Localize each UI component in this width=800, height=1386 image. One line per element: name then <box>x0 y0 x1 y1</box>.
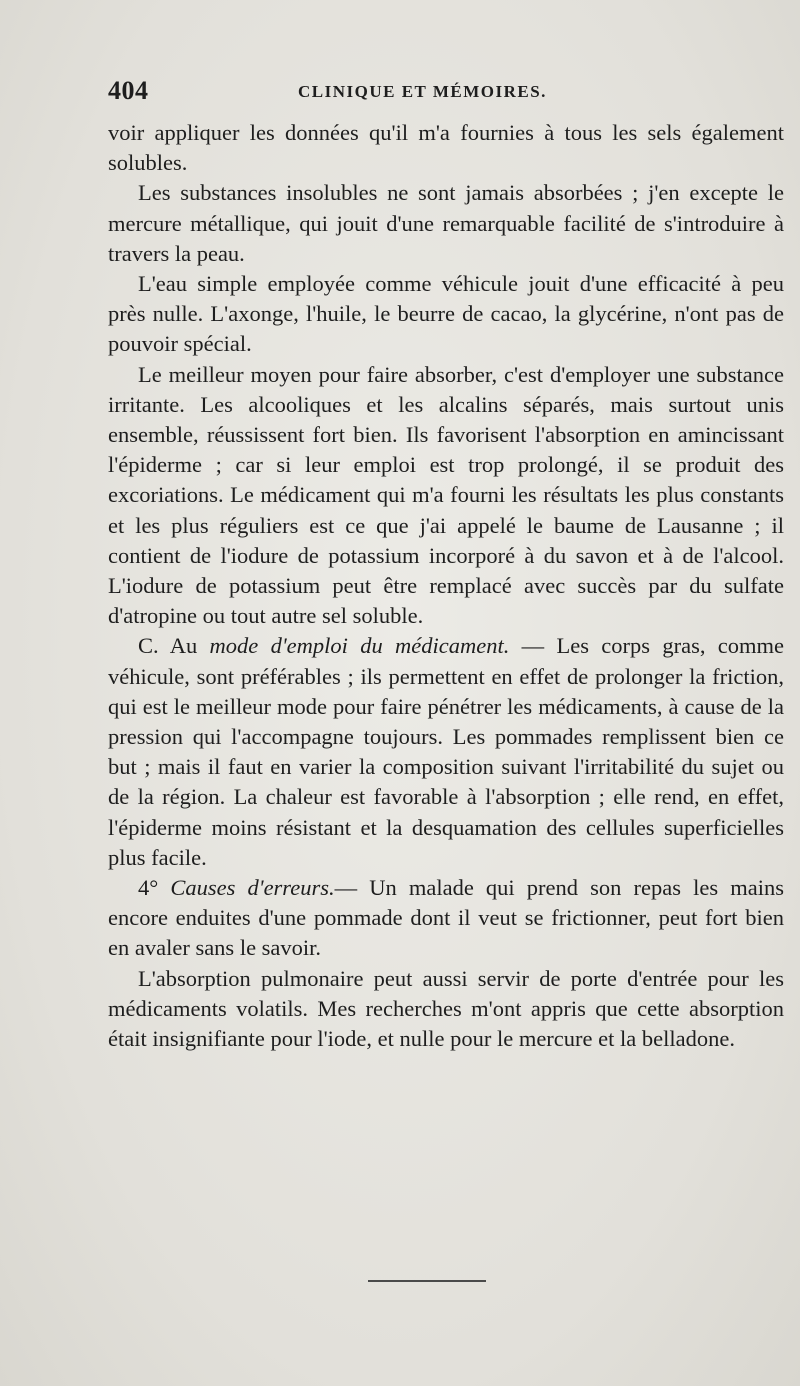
paragraph-simple-water: L'eau simple employée comme véhicule jouit d'une efficacité à peu près nulle. L'axonge, l'huile, le beurre de cacao, la glycérine, n'ont pas de pouvoir spécial. <box>108 271 784 357</box>
paragraph-pulmonary-absorption: L'absorption pulmonaire peut aussi servir de porte d'entrée pour les médicaments volatils. Mes recherches m'ont appris que cette absorption était insignifiante pour l'iode, et nulle pour le mercure et la belladone. <box>108 965 784 1052</box>
paragraph-mode-of-use: C. Au mode d'emploi du médicament. — Les corps gras, comme véhicule, sont préférables ; ils permettent en effet de prolonger la friction, qui est le meilleur mode pour faire pénétrer les médicaments, à cause de la pression qui l'accompagne toujours. Les pommades remplissent bien ce but ; mais il faut en varier la composition suivant l'irritabilité du sujet ou de la région. La chaleur est favorable à l'absorption ; elle rend, en effet, l'épiderme moins résistant et la desquamation des cellules superficielles plus facile. <box>108 633 785 870</box>
section-heading-mode-emploi: mode d'emploi du médicament. <box>209 633 510 659</box>
section-heading-causes-erreurs: Causes d'erreurs. <box>170 875 335 901</box>
paragraph-causes-of-error: 4° Causes d'erreurs.— Un malade qui prend son repas les mains encore enduites d'une pommade dont il veut se frictionner, peut fort bien en avaler sans le savoir. <box>108 875 784 961</box>
page-number: 404 <box>108 76 149 105</box>
section-lead: 4° <box>138 875 171 901</box>
page-header <box>108 76 784 110</box>
body-text <box>108 118 784 1054</box>
paragraph-continuation: voir appliquer les données qu'il m'a fournies à tous les sels également solubles. <box>108 120 784 176</box>
paragraph-best-means: Le meilleur moyen pour faire absorber, c'est d'employer une substance irritante. Les alcooliques et les alcalins séparés, mais surtout unis ensemble, réussissent fort bien. Ils favorisent l'absorption en amincissant l'épiderme ; car si leur emploi est trop prolongé, il se produit des excoriations. Le médicament qui m'a fourni les résultats les plus constants et les plus réguliers est ce que j'ai appelé le baume de Lausanne ; il contient de l'iodure de potassium incorporé à du savon et à de l'alcool. L'iodure de potassium peut être remplacé avec succès par du sulfate d'atropine ou tout autre sel soluble. <box>108 361 784 629</box>
paragraph-insoluble-substances: Les substances insolubles ne sont jamais absorbées ; j'en excepte le mercure métallique, qui jouit d'une remarquable facilité de s'introduire à travers la peau. <box>108 180 784 266</box>
section-lead: C. Au <box>138 633 210 659</box>
closing-rule <box>368 1280 486 1282</box>
running-title: CLINIQUE ET MÉMOIRES. <box>298 82 547 101</box>
